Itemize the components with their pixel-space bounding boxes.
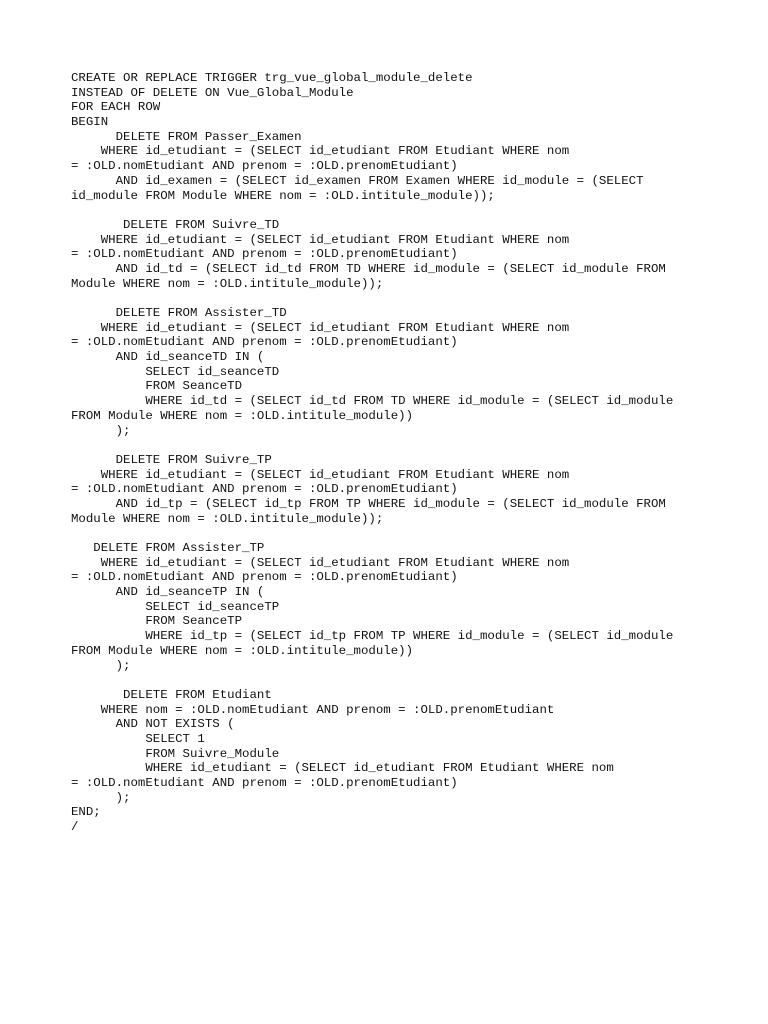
code-line: SELECT id_seanceTP xyxy=(71,599,280,614)
code-line: FROM SeanceTP xyxy=(71,614,243,629)
code-line: FROM Module WHERE nom = :OLD.intitule_module)) xyxy=(71,643,414,658)
code-line: SELECT id_seanceTD xyxy=(71,364,280,379)
code-line: Module WHERE nom = :OLD.intitule_module)); xyxy=(71,276,384,291)
code-line: ); xyxy=(71,790,131,805)
code-line: WHERE nom = :OLD.nomEtudiant AND prenom = :OLD.prenomEtudiant xyxy=(71,702,555,717)
code-line: FOR EACH ROW xyxy=(71,100,161,115)
code-line xyxy=(71,203,731,218)
code-line: END; xyxy=(71,805,101,820)
code-line: id_module FROM Module WHERE nom = :OLD.intitule_module)); xyxy=(71,188,495,203)
code-line: ); xyxy=(71,423,131,438)
code-line: BEGIN xyxy=(71,115,109,130)
code-line: AND id_seanceTD IN ( xyxy=(71,350,265,365)
code-line: WHERE id_etudiant = (SELECT id_etudiant FROM Etudiant WHERE nom xyxy=(71,467,570,482)
code-line: DELETE FROM Suivre_TP xyxy=(71,452,272,467)
code-line: = :OLD.nomEtudiant AND prenom = :OLD.prenomEtudiant) xyxy=(71,482,458,497)
code-line: WHERE id_etudiant = (SELECT id_etudiant FROM Etudiant WHERE nom xyxy=(71,320,570,335)
code-line xyxy=(71,438,731,453)
code-line: CREATE OR REPLACE TRIGGER trg_vue_global_module_delete xyxy=(71,71,473,85)
code-line: FROM SeanceTD xyxy=(71,379,243,394)
code-line: WHERE id_etudiant = (SELECT id_etudiant FROM Etudiant WHERE nom xyxy=(71,232,570,247)
code-line: AND NOT EXISTS ( xyxy=(71,717,235,732)
code-line: WHERE id_etudiant = (SELECT id_etudiant FROM Etudiant WHERE nom xyxy=(71,761,614,776)
sql-code-block xyxy=(71,71,731,835)
code-line: WHERE id_td = (SELECT id_td FROM TD WHERE id_module = (SELECT id_module xyxy=(71,394,674,409)
code-line: DELETE FROM Assister_TD xyxy=(71,306,287,320)
code-line: WHERE id_tp = (SELECT id_tp FROM TP WHERE id_module = (SELECT id_module xyxy=(71,629,674,644)
code-line: DELETE FROM Passer_Examen xyxy=(71,129,302,144)
code-line: = :OLD.nomEtudiant AND prenom = :OLD.prenomEtudiant) xyxy=(71,335,458,350)
code-line: = :OLD.nomEtudiant AND prenom = :OLD.prenomEtudiant) xyxy=(71,159,458,174)
code-line: DELETE FROM Etudiant xyxy=(71,687,272,702)
code-line: INSTEAD OF DELETE ON Vue_Global_Module xyxy=(71,85,354,100)
code-line xyxy=(71,673,731,688)
code-line: Module WHERE nom = :OLD.intitule_module)); xyxy=(71,511,384,526)
code-line: / xyxy=(71,820,79,835)
code-line xyxy=(71,526,731,541)
code-line: AND id_examen = (SELECT id_examen FROM Examen WHERE id_module = (SELECT xyxy=(71,173,644,188)
code-line: = :OLD.nomEtudiant AND prenom = :OLD.prenomEtudiant) xyxy=(71,247,458,262)
code-line: WHERE id_etudiant = (SELECT id_etudiant FROM Etudiant WHERE nom xyxy=(71,144,570,159)
code-line: FROM Suivre_Module xyxy=(71,746,280,761)
code-line: AND id_seanceTP IN ( xyxy=(71,585,265,600)
code-line: = :OLD.nomEtudiant AND prenom = :OLD.prenomEtudiant) xyxy=(71,776,458,790)
code-line: ); xyxy=(71,658,131,673)
code-line: DELETE FROM Suivre_TD xyxy=(71,217,280,232)
code-line: = :OLD.nomEtudiant AND prenom = :OLD.prenomEtudiant) xyxy=(71,570,458,585)
code-line: SELECT 1 xyxy=(71,731,205,746)
code-line: AND id_td = (SELECT id_td FROM TD WHERE id_module = (SELECT id_module FROM xyxy=(71,261,666,276)
code-line: WHERE id_etudiant = (SELECT id_etudiant FROM Etudiant WHERE nom xyxy=(71,555,570,570)
code-line xyxy=(71,291,731,306)
code-line: DELETE FROM Assister_TP xyxy=(71,541,265,555)
code-line: AND id_tp = (SELECT id_tp FROM TP WHERE id_module = (SELECT id_module FROM xyxy=(71,496,666,511)
code-line: FROM Module WHERE nom = :OLD.intitule_module)) xyxy=(71,408,414,423)
